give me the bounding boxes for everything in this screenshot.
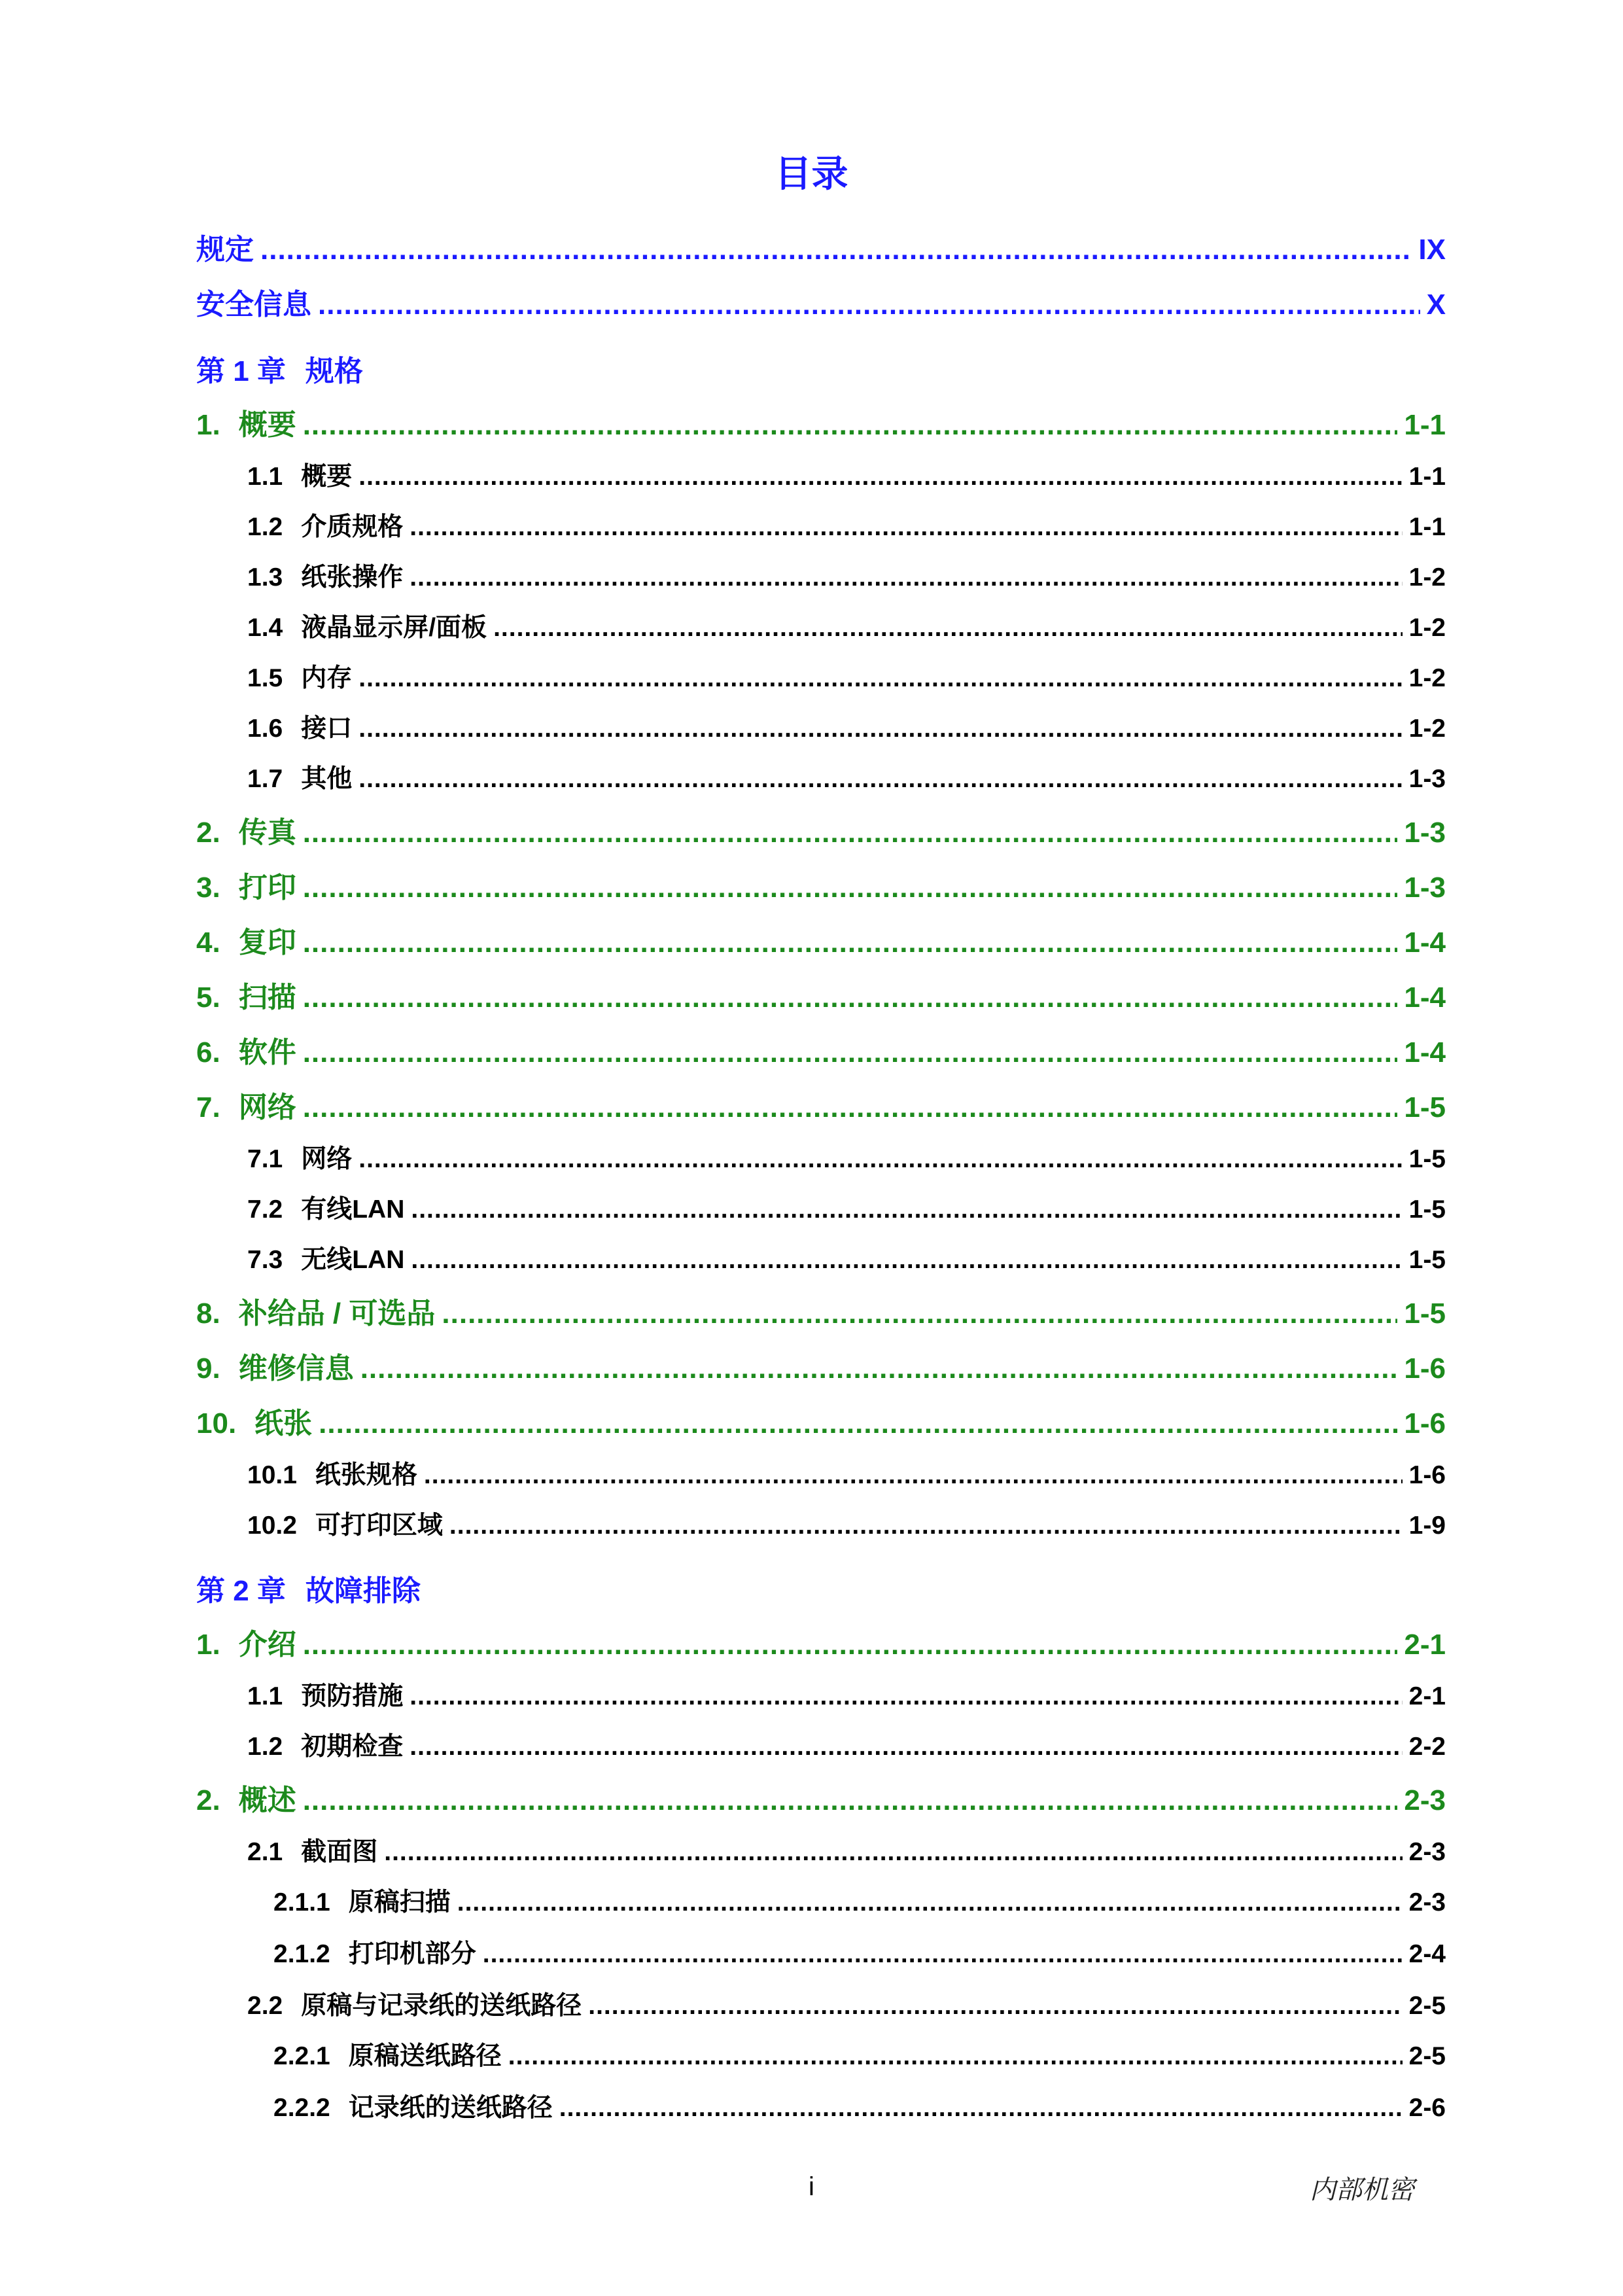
toc-leader (410, 563, 1402, 592)
toc-entry-page: 1-3 (1404, 817, 1446, 849)
toc-entry-title (273, 1934, 476, 1970)
toc-entry-title (247, 506, 403, 543)
toc-entry-number: 1.4 (247, 614, 283, 642)
toc-leader (559, 2094, 1403, 2123)
toc-entry-label: 初期检查 (301, 1733, 404, 1761)
toc-leader (411, 1246, 1402, 1275)
toc-entry-label: 介绍 (238, 1629, 296, 1661)
toc-entry-number: 1. (196, 1629, 220, 1661)
toc-entry[interactable] (196, 758, 1446, 809)
toc-entry-title (196, 1084, 296, 1125)
toc-entry[interactable] (196, 557, 1446, 607)
toc-entry[interactable] (196, 1455, 1446, 1505)
toc-entry-number: 1.2 (247, 1733, 283, 1761)
toc-entry[interactable] (196, 919, 1446, 974)
toc-entry-label: 概述 (238, 1784, 296, 1816)
toc-leader (483, 1940, 1403, 1969)
toc-entry-label: 介质规格 (301, 513, 404, 541)
toc-entry-page: 1-9 (1408, 1511, 1446, 1540)
toc-entry-number: 2. (196, 817, 220, 849)
toc-leader (303, 872, 1398, 904)
chapter-number: 第 2 章 (196, 1575, 286, 1607)
toc-entry-label: 概要 (301, 463, 353, 491)
toc-entry-title (196, 1029, 296, 1070)
toc-entry-title (247, 1726, 403, 1763)
toc-entry-front[interactable] (196, 281, 1446, 336)
toc-entry[interactable] (196, 809, 1446, 864)
toc-entry-label: 扫描 (238, 981, 296, 1014)
toc-entry-title (273, 2036, 502, 2072)
toc-entry-title (247, 758, 352, 795)
toc-entry[interactable] (196, 506, 1446, 557)
toc-entry-title (196, 974, 296, 1016)
toc-entry-title (273, 1882, 451, 1918)
toc-entry-title (273, 2087, 553, 2124)
toc-entry-page: 2-5 (1408, 1992, 1446, 2020)
toc-entry-number: 2.1 (247, 1838, 283, 1866)
toc-entry-page: 1-2 (1408, 563, 1446, 592)
toc-entry-number: 1.1 (247, 463, 283, 491)
toc-entry[interactable] (196, 1189, 1446, 1239)
toc-leader (449, 1511, 1403, 1540)
toc-entry-page: 1-2 (1408, 715, 1446, 743)
toc-entry-number: 1.3 (247, 563, 283, 592)
toc-leader (303, 817, 1398, 849)
toc-entry-number: 2.1.1 (273, 1888, 330, 1916)
toc-leader (319, 1407, 1397, 1440)
toc-leader (410, 1733, 1402, 1761)
toc-entry[interactable] (196, 1676, 1446, 1726)
toc-entry-label: 安全信息 (196, 289, 311, 321)
toc-entry[interactable] (196, 1726, 1446, 1776)
toc-entry-page: 1-5 (1408, 1145, 1446, 1173)
toc-entry-page: 2-2 (1408, 1733, 1446, 1761)
toc-leader (303, 409, 1398, 442)
toc-entry-page: 2-1 (1404, 1629, 1446, 1661)
toc-entry-page: 1-2 (1408, 664, 1446, 692)
toc-entry-number: 6. (196, 1036, 220, 1069)
toc-leader (410, 1682, 1402, 1711)
toc-entry[interactable] (196, 607, 1446, 658)
toc-entry-page: 1-1 (1404, 409, 1446, 441)
toc-entry[interactable] (196, 864, 1446, 919)
toc-entry-number: 7.1 (247, 1145, 283, 1173)
toc-leader (303, 927, 1398, 959)
toc-entry[interactable] (196, 974, 1446, 1029)
toc-entry-number: 1. (196, 409, 220, 441)
toc-entry-title (247, 1239, 404, 1276)
toc-entry-label: 预防措施 (301, 1682, 404, 1710)
toc-entry-number: 2.2.2 (273, 2094, 330, 2122)
toc-entry-number: 7.2 (247, 1195, 283, 1224)
toc-entry-label: 内存 (301, 664, 353, 692)
toc-leader (318, 289, 1420, 321)
toc-entry-page: 2-1 (1408, 1682, 1446, 1710)
toc-entry-title (196, 1776, 296, 1818)
toc-entry-number: 10.1 (247, 1461, 297, 1489)
toc-leader (303, 1629, 1398, 1661)
toc-entry-front[interactable] (196, 226, 1446, 281)
toc-entry-title (247, 1505, 443, 1542)
chapter-heading[interactable] (196, 1555, 1446, 1621)
toc-entry-label: 原稿送纸路径 (348, 2042, 502, 2070)
toc-entry[interactable] (196, 1831, 1446, 1882)
toc-entry-number: 10. (196, 1407, 237, 1439)
toc-entry[interactable] (196, 1621, 1446, 1676)
toc-entry-label: 打印 (238, 872, 296, 904)
toc-entry-label: 纸张 (254, 1407, 313, 1439)
toc-entry-label: 网络 (301, 1145, 353, 1173)
chapter-title: 规格 (305, 355, 363, 387)
toc-entry-page: 1-3 (1404, 872, 1446, 904)
toc-entry-number: 1.1 (247, 1682, 283, 1710)
toc-entry-title (196, 401, 296, 443)
toc-entry-label: 可打印区域 (315, 1511, 443, 1540)
toc-entry-title (247, 557, 403, 593)
toc-entry-number: 1.5 (247, 664, 283, 692)
toc-entry-title (247, 1139, 352, 1175)
toc-entry[interactable] (196, 1985, 1446, 2036)
toc-entry[interactable] (196, 2087, 1446, 2139)
toc-entry-number: 1.7 (247, 765, 283, 793)
toc-entry-number: 8. (196, 1298, 220, 1330)
toc-entry-number: 5. (196, 981, 220, 1014)
toc-entry-label: 截面图 (301, 1838, 378, 1866)
toc-leader (457, 1888, 1403, 1917)
toc-leader (424, 1461, 1403, 1490)
toc-entry-number: 7.3 (247, 1246, 283, 1274)
toc-leader (358, 715, 1402, 743)
toc-entry-page: 2-3 (1408, 1838, 1446, 1866)
toc-leader (358, 1145, 1402, 1174)
toc-leader (260, 234, 1412, 266)
toc-entry-label: 其他 (301, 765, 353, 793)
chapter-title: 故障排除 (305, 1575, 421, 1607)
toc-entry[interactable] (196, 1345, 1446, 1400)
toc-entry-page: 1-5 (1408, 1246, 1446, 1274)
chapter-number: 第 1 章 (196, 355, 286, 387)
toc-entry-page: 1-6 (1408, 1461, 1446, 1489)
toc-entry-page: 1-2 (1408, 614, 1446, 642)
toc-entry-title (247, 1676, 403, 1712)
toc-entry-title (247, 456, 352, 493)
toc-entry-number: 2.2.1 (273, 2042, 330, 2070)
toc-entry-label: 纸张规格 (315, 1461, 417, 1489)
toc (196, 226, 1446, 2139)
toc-entry-page: 2-3 (1408, 1888, 1446, 1916)
toc-leader (358, 664, 1402, 693)
toc-entry-title (196, 1400, 312, 1441)
toc-entry-title (247, 1189, 404, 1226)
toc-entry[interactable] (196, 1505, 1446, 1555)
footer-confidential: 内部机密 (1310, 2175, 1414, 2204)
toc-entry-label: 概要 (238, 409, 296, 441)
toc-entry-number: 2.2 (247, 1992, 283, 2020)
toc-entry-number: 10.2 (247, 1511, 297, 1540)
toc-entry-title (196, 1345, 354, 1386)
toc-entry-title (196, 919, 296, 961)
toc-entry-label: 网络 (238, 1091, 296, 1123)
toc-leader (588, 1992, 1402, 2021)
toc-entry[interactable] (196, 1400, 1446, 1455)
toc-entry-label: 纸张操作 (301, 563, 404, 592)
toc-entry-number: 2. (196, 1784, 220, 1816)
toc-entry-page: 1-6 (1404, 1352, 1446, 1385)
chapter-list (196, 336, 1446, 2139)
toc-entry-page: 1-4 (1404, 927, 1446, 959)
toc-entry[interactable] (196, 1239, 1446, 1290)
toc-entry-title (196, 864, 296, 906)
toc-entry-label: 有线LAN (301, 1195, 405, 1224)
toc-entry-page: 2-3 (1404, 1784, 1446, 1816)
toc-entry[interactable] (196, 456, 1446, 506)
toc-entry[interactable] (196, 401, 1446, 456)
page-title: 目录 (775, 153, 848, 194)
toc-entry-number: 2.1.2 (273, 1940, 330, 1968)
toc-entry-title (196, 1290, 435, 1332)
toc-entry[interactable] (196, 1882, 1446, 1934)
toc-entry-title (247, 607, 487, 644)
toc-entry-title (247, 1831, 377, 1868)
toc-entry-label: 原稿扫描 (348, 1888, 451, 1916)
toc-leader (410, 513, 1402, 542)
toc-leader (508, 2042, 1403, 2071)
toc-entry-label: 规定 (196, 234, 254, 266)
toc-entry-page: 2-5 (1408, 2042, 1446, 2070)
toc-leader (360, 1352, 1398, 1385)
footer-page-number: i (809, 2172, 814, 2201)
toc-entry-title (247, 658, 352, 694)
toc-entry-page: 1-1 (1408, 513, 1446, 541)
toc-entry-number: 3. (196, 872, 220, 904)
toc-entry[interactable] (196, 1139, 1446, 1189)
toc-entry-label: 软件 (238, 1036, 296, 1069)
toc-entry-number: 1.2 (247, 513, 283, 541)
toc-entry-title (196, 1621, 296, 1663)
toc-entry-page: 1-3 (1408, 765, 1446, 793)
toc-entry-page: 2-6 (1408, 2094, 1446, 2122)
toc-entry-page: 1-6 (1404, 1407, 1446, 1439)
toc-entry-label: 液晶显示屏/面板 (301, 614, 487, 642)
toc-entry[interactable] (196, 2036, 1446, 2087)
toc-leader (442, 1298, 1397, 1330)
toc-leader (303, 1036, 1398, 1069)
toc-entry-label: 打印机部分 (348, 1940, 476, 1968)
toc-leader (303, 1784, 1398, 1817)
toc-entry-label: 无线LAN (301, 1246, 405, 1274)
toc-leader (493, 614, 1403, 643)
toc-entry-page: 1-4 (1404, 981, 1446, 1014)
toc-entry-page: IX (1418, 234, 1446, 266)
toc-leader (303, 1091, 1398, 1124)
toc-entry-label: 传真 (238, 817, 296, 849)
toc-entry-page: 2-4 (1408, 1940, 1446, 1968)
toc-entry-page: 1-5 (1404, 1091, 1446, 1123)
toc-leader (358, 765, 1402, 794)
toc-entry-title (247, 1455, 417, 1491)
toc-entry-number: 4. (196, 927, 220, 959)
toc-entry-title (196, 809, 296, 851)
toc-entry[interactable] (196, 1934, 1446, 1985)
toc-entry-title (247, 1985, 582, 2022)
toc-entry[interactable] (196, 658, 1446, 708)
toc-leader (411, 1195, 1402, 1224)
toc-entry-label: 原稿与记录纸的送纸路径 (301, 1992, 582, 2020)
toc-leader (358, 463, 1402, 491)
toc-entry-number: 9. (196, 1352, 220, 1385)
toc-entry-number: 1.6 (247, 715, 283, 743)
toc-leader (384, 1838, 1402, 1867)
toc-entry[interactable] (196, 1776, 1446, 1831)
toc-entry[interactable] (196, 1029, 1446, 1084)
toc-entry[interactable] (196, 1084, 1446, 1139)
toc-entry-page: X (1426, 289, 1446, 321)
toc-entry-label: 补给品 / 可选品 (238, 1298, 436, 1330)
toc-entry-number: 7. (196, 1091, 220, 1123)
toc-entry-label: 维修信息 (238, 1352, 354, 1385)
chapter-heading[interactable] (196, 336, 1446, 401)
toc-entry-title (247, 708, 352, 745)
toc-entry-label: 接口 (301, 715, 353, 743)
toc-entry-label: 记录纸的送纸路径 (348, 2094, 553, 2122)
toc-entry-page: 1-5 (1408, 1195, 1446, 1224)
toc-entry[interactable] (196, 1290, 1446, 1345)
toc-leader (303, 981, 1398, 1014)
toc-entry[interactable] (196, 708, 1446, 758)
toc-entry-page: 1-5 (1404, 1298, 1446, 1330)
toc-entry-page: 1-1 (1408, 463, 1446, 491)
toc-entry-label: 复印 (238, 927, 296, 959)
toc-entry-page: 1-4 (1404, 1036, 1446, 1069)
